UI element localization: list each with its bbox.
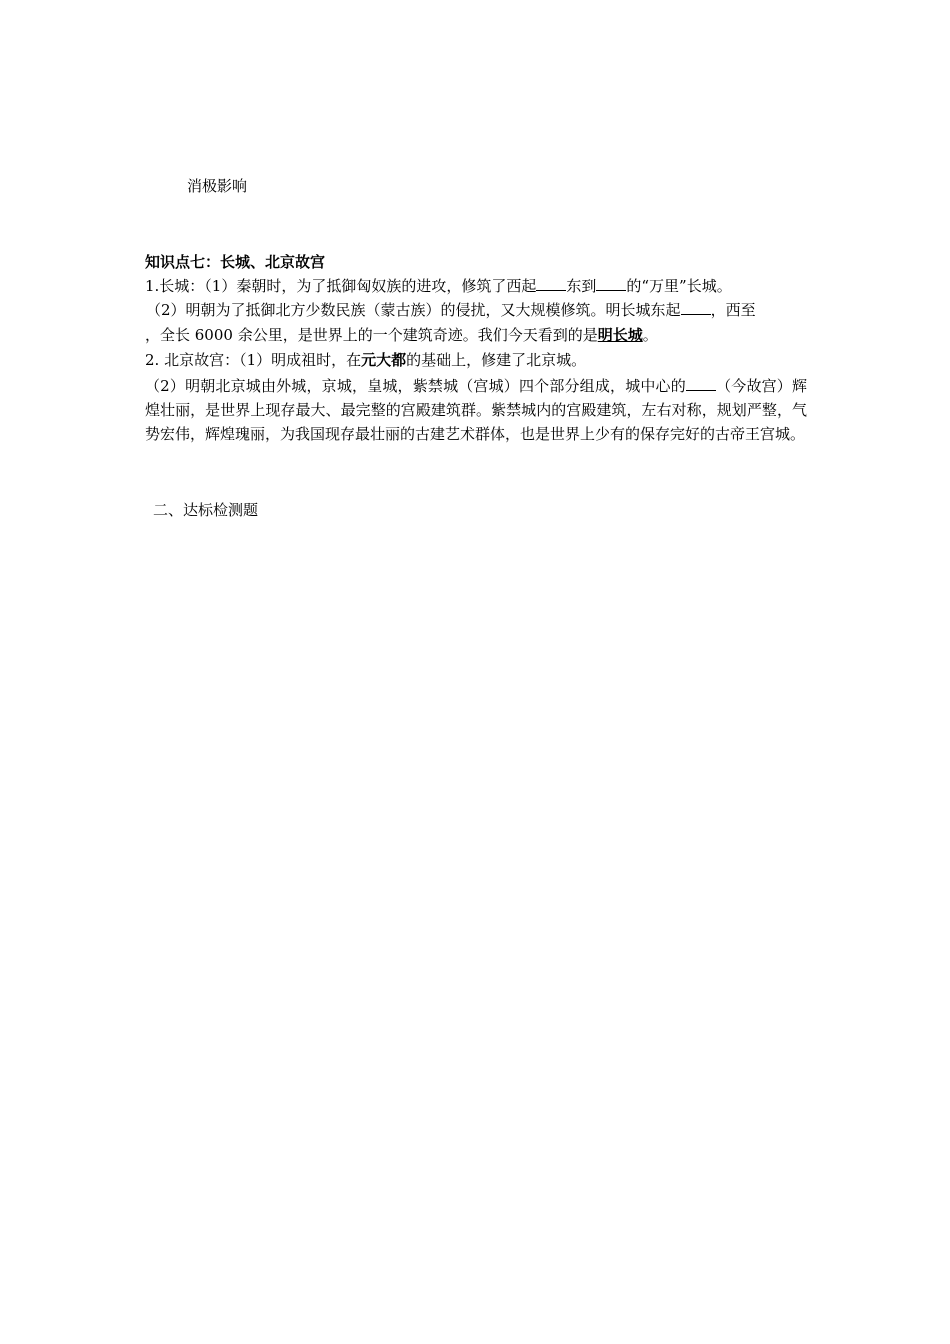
palace-l1-prefix: 2. 北京故宫：（1）明成祖时，在 [145,351,362,369]
blank [596,276,626,291]
palace-paragraph [145,374,807,446]
palace-p2-suffix: （今故宫）辉煌壮丽，是世界上现存最大、最完整的宫殿建筑群。紫禁城内的宫殿建筑，左右对称，规划严整，气势宏伟，辉煌瑰丽，为我国现存最壮丽的古建艺术群体，也是世界上少有的保存完好的古帝王宫城。 [145,377,807,443]
blank [536,276,566,291]
wall-l2-prefix: （2）明朝为了抵御北方少数民族（蒙古族）的侵扰，又大规模修筑。明长城东起 [146,301,681,319]
wall-l3-bold: 明长城 [597,326,643,344]
wall-l2-suffix: ，西至 [710,301,756,319]
wall-line-3 [145,325,658,345]
wall-line-1 [145,276,732,296]
palace-l1-bold: 元大都 [361,351,407,369]
palace-line-1 [145,350,586,370]
palace-l1-suffix: 的基础上，修建了北京城。 [406,351,587,369]
wall-l1-prefix: 1.长城：（1）秦朝时，为了抵御匈奴族的进攻，修筑了西起 [145,277,537,295]
top-item: 消极影响 [187,177,248,195]
palace-p2-prefix: （2）明朝北京城由外城，京城，皇城，紫禁城（宫城）四个部分组成，城中心的 [145,377,686,395]
wall-line-2 [146,300,756,320]
wall-l3-prefix: ，全长 6000 余公里，是世界上的一个建筑奇迹。我们今天看到的是 [145,326,598,344]
blank [686,376,716,391]
wall-l3-suffix: 。 [642,326,658,344]
section-2-title: 二、达标检测题 [153,501,259,519]
section-title: 知识点七：长城、北京故宫 [145,253,326,271]
wall-l1-mid: 东到 [566,277,597,295]
blank [681,300,711,315]
wall-l1-suffix: 的“万里”长城。 [626,277,732,295]
